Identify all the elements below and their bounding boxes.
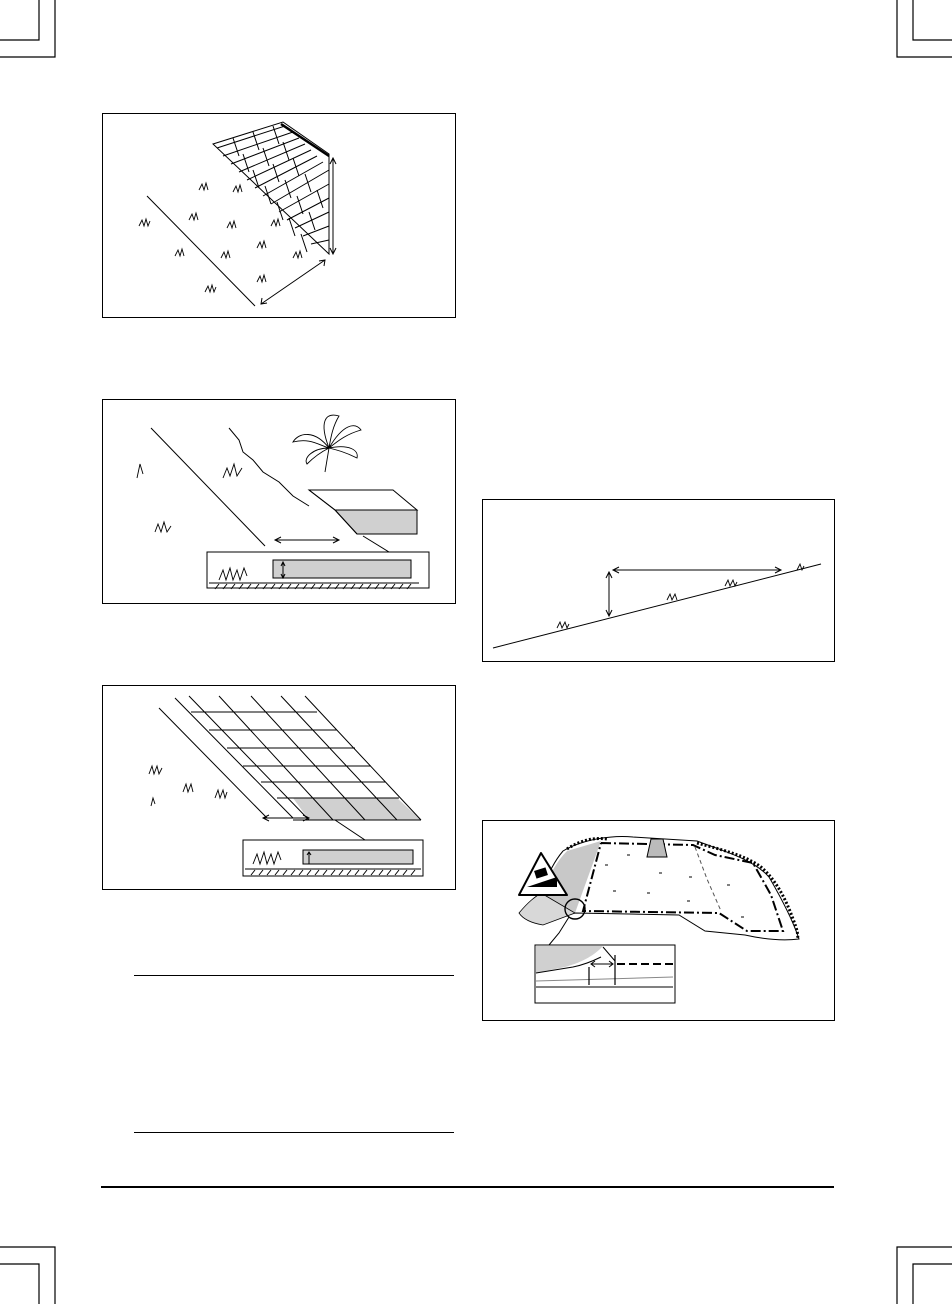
boundary-illustration	[483, 821, 836, 1022]
grass-tuft-icon	[557, 564, 804, 628]
note-box-bottom-rule	[134, 1132, 454, 1133]
slope-illustration	[483, 500, 836, 663]
figure-flowerbed	[102, 399, 456, 604]
paving-illustration	[103, 686, 457, 891]
figure-slope	[482, 499, 835, 662]
figure-boundary	[482, 820, 835, 1021]
note-box-top-rule	[134, 975, 454, 976]
palm-plant-icon	[293, 415, 361, 472]
charging-station-icon	[647, 839, 667, 857]
footer-rule	[101, 1186, 834, 1188]
figure-wall	[102, 113, 456, 318]
flowerbed-illustration	[103, 400, 457, 605]
figure-paving	[102, 685, 456, 890]
wall-illustration	[103, 114, 457, 319]
